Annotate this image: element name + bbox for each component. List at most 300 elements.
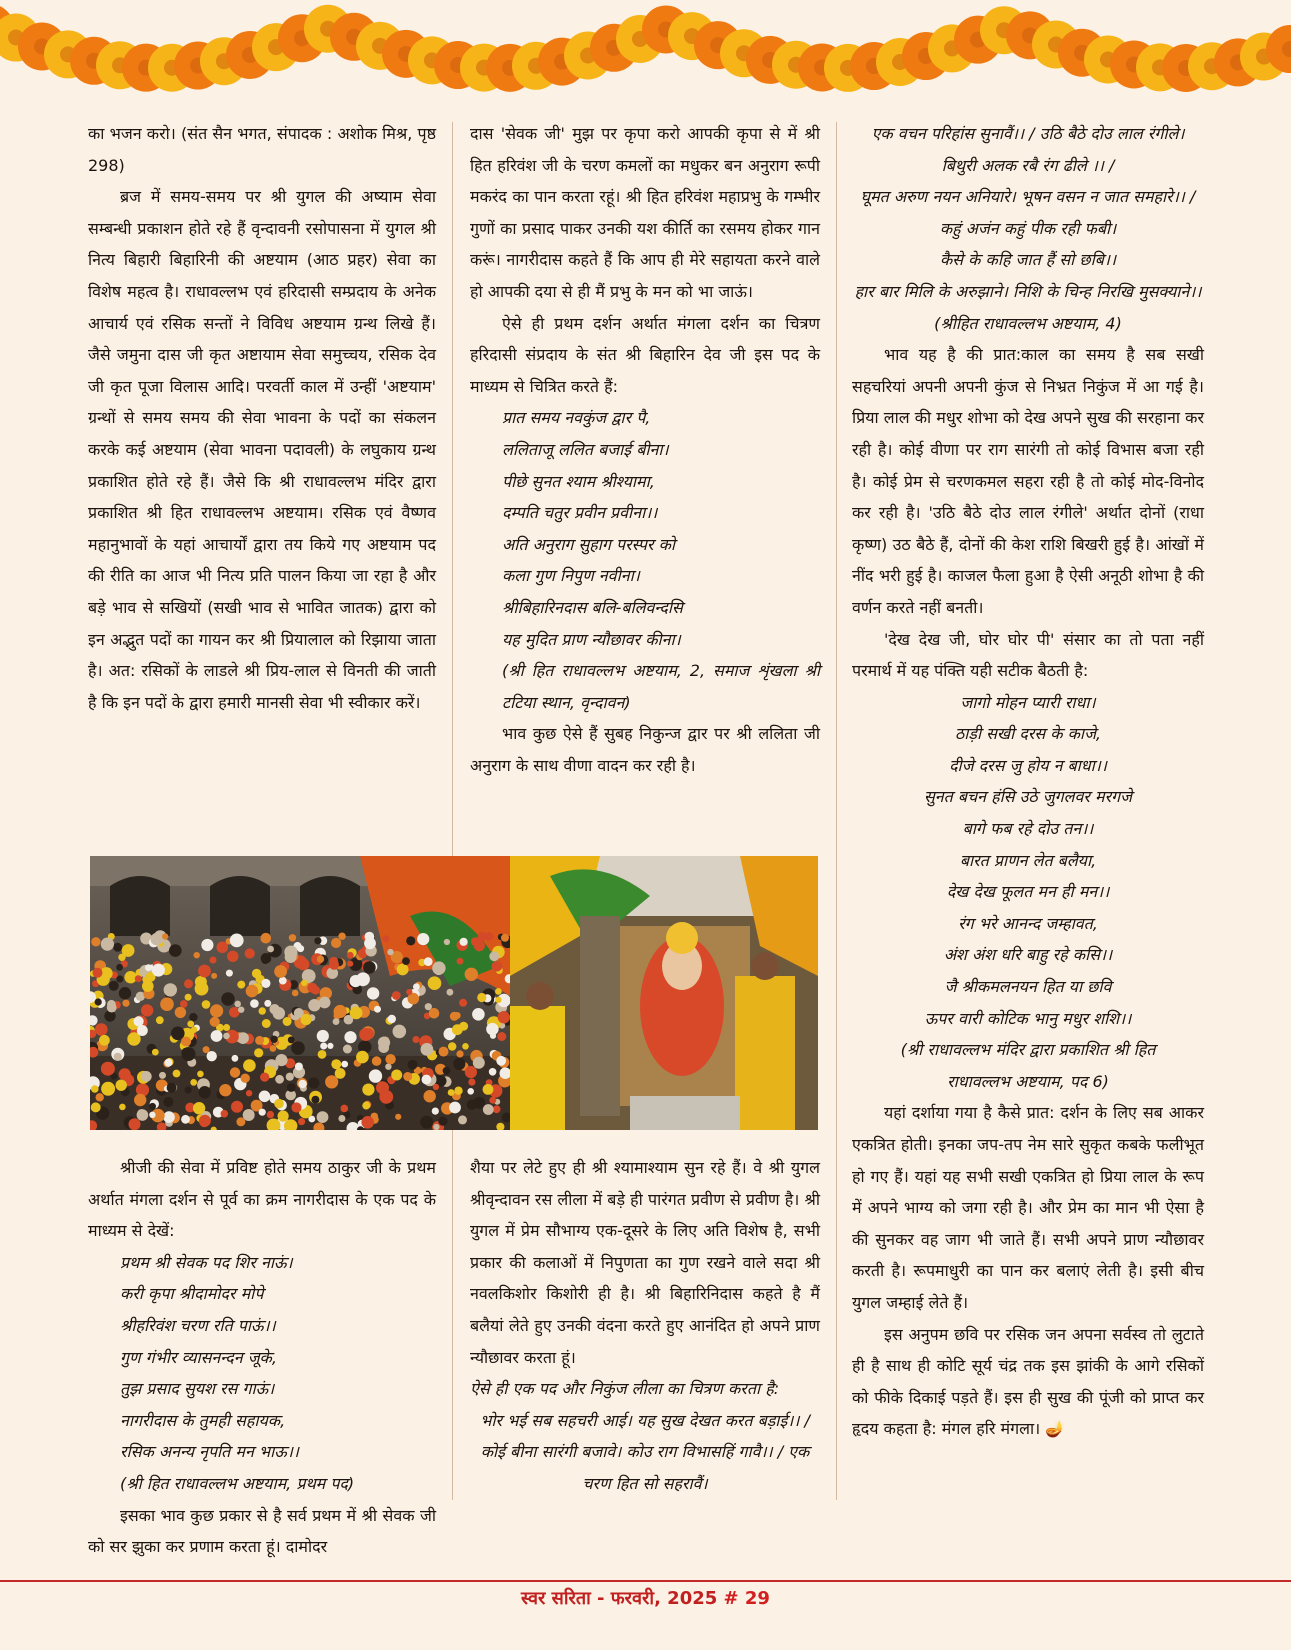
crowd-figure (467, 1100, 477, 1110)
crowd-figure (189, 1013, 197, 1021)
crowd-figure (433, 1084, 439, 1090)
crowd-figure (456, 1050, 463, 1057)
verse-line: रसिक अनन्य नृपति मन भाऊ।। (120, 1442, 300, 1462)
verse-line: ठाड़ी सखी दरस के काजे, (954, 724, 1102, 744)
paragraph: का भजन करो। (संत सैन भगत, संपादक : अशोक मिश्र, पृष्ठ 298) (88, 124, 436, 175)
crowd-figure (297, 958, 309, 970)
crowd-figure (291, 1102, 301, 1112)
crowd-figure (116, 975, 123, 982)
crowd-figure (223, 1024, 230, 1031)
crowd-figure (156, 1016, 164, 1024)
crowd-figure (314, 937, 321, 944)
crowd-figure (489, 951, 499, 961)
crowd-figure (402, 957, 410, 965)
verse-line: ललिताजू ललित बजाई बीना। (502, 439, 669, 459)
crowd-figure (237, 981, 245, 989)
crowd-figure (335, 1068, 346, 1079)
crowd-figure (369, 1069, 382, 1082)
crowd-figure (385, 1064, 391, 1070)
crowd-figure (350, 975, 362, 987)
verse-line: (श्री राधावल्लभ मंदिर द्वारा प्रकाशित श्री हित (900, 1040, 1156, 1060)
crowd-figure (334, 1005, 347, 1018)
crowd-figure (226, 970, 233, 977)
crowd-figure (109, 981, 119, 991)
crowd-figure (270, 1036, 277, 1043)
crowd-figure (372, 1056, 382, 1066)
crowd-figure (262, 1019, 271, 1028)
crowd-figure (195, 982, 209, 996)
crowd-figure (234, 1001, 241, 1008)
crowd-figure (320, 1043, 327, 1050)
crowd-figure (184, 979, 193, 988)
crowd-figure (160, 997, 174, 1011)
crowd-figure (91, 1085, 99, 1093)
crowd-figure (301, 1014, 312, 1025)
verse-line: सुनत बचन हंसि उठे जुगलवर मरगजे (923, 787, 1133, 807)
crowd-figure (142, 980, 154, 992)
paragraph: भाव यह है की प्रात:काल का समय है सब सखी सहचरियां अपनी अपनी कुंज से निभ्रत निकुंज में आ गई है। प्रिया लाल की मधुर शोभा को देख अपने सुख की सरहाना कर रही है। कोई वीणा पर राग सारंगी तो कोई विभास बजा रही है। कोई प्रेम से चरणकमल सहरा रही है तो कोई मोद-विनोद कर रही है। 'उठि बैठे दोउ लाल रंगीले' अर्थात दोनों (राधा कृष्ण) उठ बैठे हैं, दोनों की केश राशि बिखरी हुई है। आंखों में नींद भरी हुई है। काजल फैला हुआ है ऐसी अनूठी शोभा है की वर्णन करते नहीं बनती। (852, 345, 1204, 617)
verse-line: कला गुण निपुण नवीना। (502, 566, 640, 586)
crowd-figure (468, 1079, 475, 1086)
crowd-figure (347, 961, 353, 967)
verse-line: प्रथम श्री सेवक पद शिर नाऊं। (120, 1252, 293, 1272)
crowd-figure (203, 1046, 210, 1053)
crowd-figure (163, 1097, 173, 1107)
crowd-figure (460, 938, 468, 946)
crowd-figure (406, 989, 412, 995)
crowd-figure (362, 1084, 374, 1096)
crowd-figure (210, 1004, 223, 1017)
crowd-figure (119, 1068, 131, 1080)
footer-rule (0, 1580, 1291, 1582)
verse-line: रंग भरे आनन्द जम्हावत, (958, 913, 1098, 933)
verse-block (88, 1247, 436, 1500)
verse-line: अंश अंश धरि बाहु रहे कसि।। (943, 945, 1113, 965)
crowd-figure (181, 1115, 190, 1124)
crowd-figure (489, 1097, 496, 1104)
crowd-figure (278, 1111, 289, 1122)
crowd-figure (318, 1050, 327, 1059)
paragraph: यहां दर्शाया गया है कैसे प्रात: दर्शन के लिए सब आकर एकत्रित होती। इनका जप-तप नेम सारे सुकृत कबके फलीभूत हो गए हैं। यहां यह सभी सखी एकत्रित हो प्रिया लाल के रूप में अपने भाग्य को जगा रही है। और प्रेम का मान भी ऐसा है की सुनकर वह जाग भी जाते हैं। सभी अपने प्राण न्यौछावर करती है। रूपमाधुरी का पान कर बलाएं लेती है। इसी बीच युगल जम्हाई लेते हैं। (852, 1103, 1204, 1312)
crowd-figure (193, 1102, 205, 1114)
crowd-figure (114, 1053, 122, 1061)
crowd-figure (307, 983, 317, 993)
crowd-figure (438, 1117, 447, 1126)
paragraph: इसका भाव कुछ प्रकार से है सर्व प्रथम में श्री सेवक जी को सर झुका कर प्रणाम करता हूं। दामोदर (88, 1505, 436, 1557)
issue-month: फरवरी, 2025 (610, 1588, 718, 1609)
crowd-figure (317, 1111, 329, 1123)
crowd-figure (378, 1037, 390, 1049)
verse-line: दीजे दरस जु होय न बाधा।। (949, 755, 1107, 775)
crowd-figure (264, 1000, 271, 1007)
crowd-figure (319, 997, 331, 1009)
page-number: 29 (744, 1588, 770, 1609)
crowd-figure (162, 933, 168, 939)
crowd-figure (259, 1109, 266, 1116)
crowd-figure (472, 1008, 485, 1021)
crowd-figure (356, 1051, 369, 1064)
crowd-figure (331, 938, 341, 948)
crowd-figure (385, 1054, 395, 1064)
crowd-figure (275, 1075, 284, 1084)
crowd-figure (274, 1099, 284, 1109)
crowd-figure (413, 983, 420, 990)
crowd-figure (122, 1000, 129, 1007)
crowd-figure (498, 1011, 510, 1023)
crowd-figure (495, 988, 502, 995)
crowd-figure (134, 1016, 144, 1026)
crowd-figure (467, 1088, 474, 1095)
crowd-figure (286, 1073, 294, 1081)
crowd-figure (421, 1043, 434, 1056)
crowd-figure (391, 1070, 402, 1081)
column-3 (852, 118, 1204, 1445)
crowd-figure (169, 944, 182, 957)
verse-line: ऊपर वारी कोटिक भानु मधुर शशि।। (924, 1008, 1132, 1028)
verse-line: देख देख फूलत मन ही मन।। (946, 882, 1110, 902)
crowd-figure (173, 1070, 181, 1078)
crowd-figure (477, 993, 486, 1002)
verse-line: यह मुदित प्राण न्यौछावर कीना। (502, 629, 681, 649)
crowd-figure (259, 1007, 266, 1014)
verse-block: भोर भई सब सहचरी आई। यह सुख देखत करत बड़ाई।। / कोई बीना सारंगी बजावे। कोउ राग विभासहिं गावै।। / एक चरण हित सो सहरावैं। (480, 1410, 810, 1493)
crowd-figure (285, 951, 297, 963)
verse-line: जागो मोहन प्यारी राधा। (960, 692, 1096, 712)
crowd-figure (338, 1115, 345, 1122)
crowd-figure (393, 1025, 407, 1039)
column-divider (836, 122, 837, 1500)
crowd-figure (145, 964, 152, 971)
crowd-figure (395, 1114, 401, 1120)
crowd-figure (443, 1067, 451, 1075)
crowd-figure (194, 952, 200, 958)
crowd-figure (331, 1059, 341, 1069)
crowd-figure (116, 964, 123, 971)
crowd-figure (198, 965, 211, 978)
verse-line: प्रात समय नवकुंज द्वार पै, (502, 408, 651, 428)
verse-line: गुण गंभीर व्यासनन्दन जूके, (120, 1347, 277, 1367)
crowd-figure (483, 1084, 494, 1095)
column-1-bottom (88, 1152, 436, 1563)
crowd-figure (229, 1007, 240, 1018)
crowd-figure (232, 1055, 239, 1062)
crowd-figure (151, 933, 163, 945)
crowd-figure (432, 1108, 439, 1115)
crowd-figure (149, 1103, 156, 1110)
crowd-figure (497, 1032, 506, 1041)
crowd-figure (483, 1104, 494, 1115)
verse-line: नागरीदास के तुमही सहायक, (120, 1410, 286, 1430)
crowd-figure (91, 1102, 101, 1112)
column-2-bottom (470, 1152, 820, 1500)
crowd-figure (465, 1066, 477, 1078)
crowd-figure (254, 1048, 263, 1057)
crowd-figure (273, 1007, 286, 1020)
crowd-figure (113, 943, 122, 952)
crowd-figure (406, 936, 415, 945)
crowd-figure (453, 1058, 465, 1070)
crowd-figure (308, 999, 320, 1011)
crowd-figure (211, 973, 217, 979)
crowd-figure (152, 964, 165, 977)
verse-line: राधावल्लभ अष्टयाम, पद 6) (947, 1071, 1109, 1091)
crowd-figure (181, 1037, 191, 1047)
crowd-figure (413, 1036, 420, 1043)
crowd-figure (187, 1021, 194, 1028)
paragraph: ऐसे ही प्रथम दर्शन अर्थात मंगला दर्शन का चित्रण हरिदासी संप्रदाय के संत श्री बिहारिन देव जी इस पद के माध्यम से चित्रित करते हैं: (470, 313, 820, 396)
crowd-figure (387, 949, 393, 955)
crowd-figure (495, 997, 501, 1003)
crowd-figure (91, 937, 100, 946)
paragraph-text: इस अनुपम छवि पर रसिक जन अपना सर्वस्व तो लुटाते ही है साथ ही कोटि सूर्य चंद्र तक इस झांकी के आगे रसिकों को फीके दिकाई पड़ते हैं। इस ही सुख की पूंजी को प्राप्त कर हृदय कहता है: मंगल हरि मंगला। (852, 1324, 1204, 1439)
crowd-figure (341, 1105, 349, 1113)
verse-line: कैसे के कहि जात हैं सो छबि।। (939, 250, 1117, 270)
crowd-figure (439, 1047, 449, 1057)
verse-line: बारत प्राणन लेत बलैया, (959, 850, 1097, 870)
crowd-figure (329, 957, 338, 966)
crowd-figure (496, 1056, 506, 1066)
crowd-figure (452, 1024, 463, 1035)
crowd-figure (367, 987, 379, 999)
crowd-figure (210, 1017, 220, 1027)
crowd-figure (261, 979, 270, 988)
crowd-figure (449, 1102, 461, 1114)
crowd-figure (459, 999, 467, 1007)
crowd-figure (333, 1018, 340, 1025)
crowd-figure (341, 1061, 348, 1068)
crowd-figure (448, 1089, 455, 1096)
crowd-figure (363, 961, 376, 974)
crowd-figure (197, 1071, 204, 1078)
crowd-figure (137, 1025, 148, 1036)
crowd-figure (164, 1059, 172, 1067)
crowd-figure (141, 1071, 152, 1082)
crowd-figure (245, 948, 255, 958)
crowd-figure (119, 1104, 126, 1111)
crowd-figure (465, 968, 478, 981)
crowd-figure (301, 980, 307, 986)
crowd-figure (96, 1093, 104, 1101)
crowd-figure (149, 1112, 155, 1118)
verse-line: हार बार मिलि के अरुझाने। निशि के चिन्ह निरखि मुसक्याने।। (श्रीहित राधावल्लभ अष्टयाम, 4) (854, 281, 1202, 333)
crowd-figure (129, 1118, 141, 1130)
crowd-figure (275, 1054, 287, 1066)
page-footer (0, 1586, 1291, 1610)
crowd-figure (190, 1079, 197, 1086)
crowd-figure (291, 1041, 305, 1055)
crowd-figure (454, 1012, 461, 1019)
crowd-figure (317, 1030, 329, 1042)
crowd-temple-photo (90, 856, 510, 1130)
crowd-figure (420, 1116, 433, 1129)
crowd-figure (270, 1045, 277, 1052)
crowd-figure (408, 1060, 418, 1070)
crowd-figure (493, 1105, 501, 1113)
crowd-figure (101, 938, 114, 951)
crowd-figure (311, 1096, 319, 1104)
crowd-figure (185, 1086, 192, 1093)
crowd-figure (363, 1028, 374, 1039)
crowd-figure (428, 976, 442, 990)
crowd-figure (134, 1094, 146, 1106)
crowd-figure (252, 969, 261, 978)
verse-line: (श्री हित राधावल्लभ अष्टयाम, प्रथम पद) (120, 1473, 355, 1493)
crowd-figure (364, 937, 376, 949)
crowd-figure (231, 1101, 243, 1113)
crowd-figure (93, 968, 103, 978)
crowd-figure (230, 1067, 240, 1077)
crowd-figure (429, 1008, 440, 1019)
crowd-figure (433, 1124, 439, 1130)
crowd-figure (457, 958, 464, 965)
crowd-figure (376, 1081, 389, 1094)
crowd-figure (238, 1007, 244, 1013)
verse-line: करी कृपा श्रीदामोदर मोपे (120, 1284, 264, 1304)
crowd-figure (141, 1004, 153, 1016)
crowd-figure (221, 992, 234, 1005)
crowd-figure (255, 1036, 264, 1045)
crowd-figure (137, 1109, 145, 1117)
crowd-figure (424, 957, 433, 966)
crowd-figure (283, 1017, 292, 1026)
crowd-figure (338, 933, 345, 940)
crowd-figure (308, 1077, 319, 1088)
crowd-figure (237, 1032, 249, 1044)
diya-lamp-icon: 🪔 (1045, 1419, 1066, 1439)
column-2-top (470, 118, 820, 781)
crowd-figure (361, 1116, 374, 1129)
crowd-figure (501, 934, 509, 942)
crowd-figure (397, 964, 409, 976)
crowd-figure (236, 1117, 245, 1126)
crowd-figure (417, 933, 429, 945)
crowd-figure (175, 1007, 186, 1018)
magazine-name: स्वर सरिता (521, 1588, 591, 1609)
verse-line: घूमत अरुण नयन अनियारे। भूषन वसन न जात समहारे।। / कहुं अजंन कहुं पीक रही फबी। (860, 187, 1196, 238)
verse-line: श्रीबिहारिनदास बलि-बलिवन्दसि (502, 597, 683, 617)
crowd-figure (219, 1084, 231, 1096)
crowd-figure (343, 1045, 352, 1054)
crowd-figure (227, 951, 238, 962)
crowd-figure (135, 975, 142, 982)
crowd-figure (159, 1072, 166, 1079)
crowd-figure (289, 934, 296, 941)
crowd-figure (298, 1118, 305, 1125)
crowd-figure (124, 971, 136, 983)
verse-block (470, 402, 820, 655)
verse-line: दम्पति चतुर प्रवीन प्रवीना।। (502, 503, 658, 523)
verse-line: बागे फब रहे दोउ तन।। (962, 819, 1094, 839)
paragraph: ब्रज में समय-समय पर श्री युगल की अष्याम सेवा सम्बन्धी प्रकाशन होते रहे हैं वृन्दावनी रसोपासना में युगल श्री नित्य बिहारी बिहारिनी की अष्टयाम (आठ प्रहर) सेवा का विशेष महत्व है। राधावल्लभ एवं हरिदासी सम्प्रदाय के अनेक आचार्य एवं रसिक सन्तों ने विविध अष्टयाम ग्रन्थ लिखे हैं। जैसे जमुना दास जी कृत अष्टायाम सेवा समुच्चय, रसिक देव जी कृत पूजा विलास आदि। परवर्ती काल में उन्हीं 'अष्टयाम' ग्रन्थों से समय समय की सेवा भावना के पदों का संकलन करके कई अष्टयाम (सेवा भावना पदावली) के लघुकाय ग्रन्थ प्रकाशित होते रहे हैं। जैसे कि श्री राधावल्लभ मंदिर द्वारा प्रकाशित श्री हित राधावल्लभ अष्टयाम। रसिक एवं वैष्णव महानुभावों के यहां आचार्यों द्वारा तय किये गए अष्टयाम पद की रीति का आज भी नित्य प्रति पालन किया जा रहा है और बड़े भाव से सखियों (सखी भाव से भावित जातक) द्वारा को इन अद्भुत पदों का गायन कर श्री प्रियालाल को रिझाया जाता है। अत: रसिकों के लाडले श्री प्रिय-लाल से विनती की जाती है कि इन पदों के द्वारा हमारी मानसी सेवा भी स्वीकार करें। (88, 187, 436, 712)
crowd-figure (243, 1059, 256, 1072)
crowd-figure (374, 1006, 381, 1013)
crowd-figure (199, 1115, 211, 1127)
crowd-figure (292, 990, 299, 997)
paragraph (852, 1319, 1204, 1445)
paragraph: दास 'सेवक जी' मुझ पर कृपा करो आपकी कृपा से में श्री हित हरिवंश जी के चरण कमलों का मधुकर बन अनुराग रूपी मकरंद का पान करता रहूं। श्री हित हरिवंश महाप्रभु के गम्भीर गुणों का प्रसाद पाकर उनकी यश कीर्ति का रसमय होकर गान करूं। नागरीदास कहते हैं कि आप ही मेरे सहायता करने वाले हो आपकी दया से ही मैं प्रभु के मन को भा जाऊं। (470, 124, 820, 301)
crowd-figure (424, 1090, 436, 1102)
crowd-figure (261, 956, 269, 964)
crowd-figure (492, 961, 503, 972)
verse-line: एक वचन परिहांस सुनावैं।। / उठि बैठे दोउ लाल रंगीले। बिथुरी अलक रबै रंग ढीले ।। / (871, 124, 1185, 175)
verse-line: श्रीहरिवंश चरण रति पाऊं।। (120, 1315, 276, 1335)
crowd-figure (211, 1030, 223, 1042)
crowd-figure (287, 1083, 296, 1092)
crowd-figure (230, 934, 244, 948)
crowd-figure (207, 1051, 217, 1061)
crowd-figure (388, 1015, 396, 1023)
verse-line: अति अनुराग सुहाग परस्पर को (502, 534, 676, 554)
crowd-figure (403, 1072, 412, 1081)
crowd-figure (152, 1049, 159, 1056)
crowd-figure (116, 1080, 127, 1091)
paragraph: भाव कुछ ऐसे हैं सुबह निकुन्ज द्वार पर श्री ललिता जी अनुराग के साथ वीणा वादन कर रही है। (470, 724, 820, 775)
crowd-figure (221, 1110, 229, 1118)
crowd-figure (260, 1073, 269, 1082)
crowd-figure (274, 965, 287, 978)
crowd-figure (489, 1068, 497, 1076)
crowd-figure (448, 1042, 456, 1050)
crowd-figure (101, 1082, 115, 1096)
crowd-figure (325, 1075, 338, 1088)
crowd-figure (347, 952, 354, 959)
crowd-figure (288, 1036, 295, 1043)
paragraph: श्रीजी की सेवा में प्रविष्ट होते समय ठाकुर जी के प्रथम अर्थात मंगला दर्शन से पूर्व का क्रम नागरीदास के एक पद के माध्यम से देखें: (88, 1158, 436, 1241)
crowd-figure (261, 933, 272, 944)
crowd-figure (95, 998, 102, 1005)
crowd-figure (210, 957, 217, 964)
crowd-figure (122, 944, 135, 957)
crowd-figure (201, 939, 213, 951)
crowd-figure (107, 1000, 116, 1009)
crowd-figure (297, 945, 304, 952)
crowd-figure (267, 946, 274, 953)
paragraph: 'देख देख जी, घोर घोर पी' संसार का तो पता नहीं परमार्थ में यह पंक्ति यही सटीक बैठती है: (852, 629, 1204, 681)
crowd-figure (454, 1087, 462, 1095)
crowd-figure (164, 983, 177, 996)
crowd-figure (101, 1062, 115, 1076)
crowd-figure (317, 955, 324, 962)
crowd-figure (447, 989, 454, 996)
crowd-figure (223, 1033, 230, 1040)
footer-separator: - (590, 1588, 611, 1609)
crowd-figure (458, 1115, 467, 1124)
crowd-figure (217, 942, 229, 954)
crowd-figure (246, 985, 259, 998)
crowd-figure (486, 1023, 498, 1035)
crowd-figure (444, 939, 450, 945)
verse-block (852, 118, 1204, 339)
crowd-figure (432, 961, 445, 974)
crowd-figure (202, 1000, 211, 1009)
crowd-figure (180, 1000, 188, 1008)
crowd-figure (350, 1007, 363, 1020)
crowd-figure (185, 994, 192, 1001)
crowd-figure (473, 1057, 485, 1069)
crowd-figure (392, 991, 401, 1000)
crowd-figure (163, 1111, 175, 1123)
crowd-figure (462, 1043, 469, 1050)
crowd-figure (241, 1074, 250, 1083)
crowd-figure (199, 1086, 211, 1098)
verse-line: पीछे सुनत श्याम श्रीश्यामा, (502, 471, 655, 491)
verse-block (852, 687, 1204, 1098)
column-divider (452, 122, 453, 1500)
crowd-figure (250, 999, 259, 1008)
marigold-garland (0, 0, 1291, 110)
crowd-figure (246, 1090, 252, 1096)
crowd-figure (474, 940, 485, 951)
